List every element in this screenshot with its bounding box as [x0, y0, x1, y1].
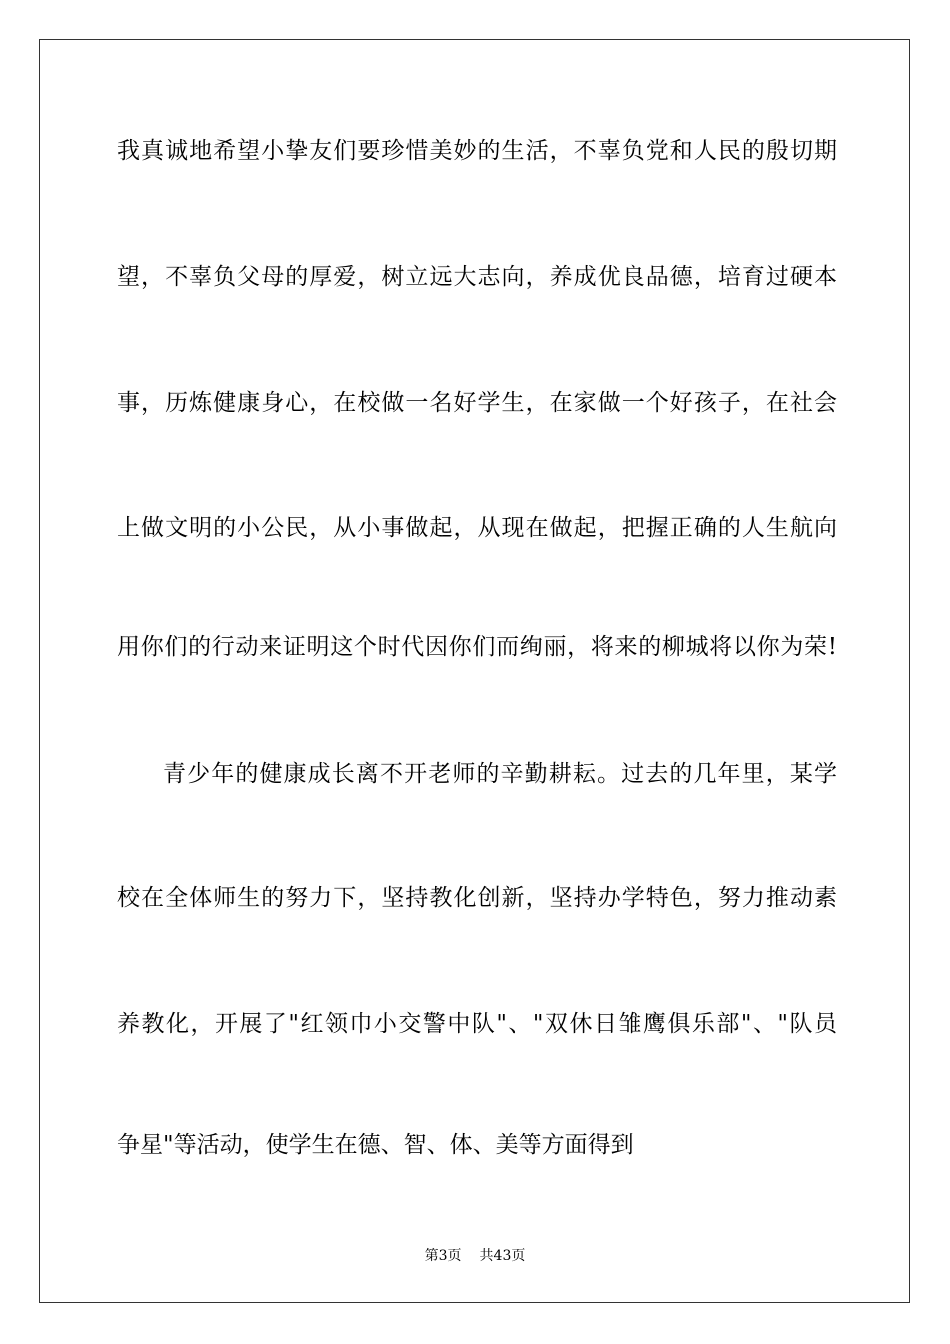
- text-line-4: 上做文明的小公民，从小事做起，从现在做起，把握正确的人生航向: [117, 515, 837, 541]
- text-line-1: 我真诚地希望小挚友们要珍惜美妙的生活，不辜负党和人民的殷切期: [117, 138, 837, 164]
- page-total: 共43页: [479, 1248, 526, 1264]
- text-line-3: 事，历炼健康身心，在校做一名好学生，在家做一个好孩子，在社会: [117, 390, 837, 416]
- text-line-5: 用你们的行动来证明这个时代因你们而绚丽，将来的柳城将以你为荣!: [117, 634, 837, 660]
- text-line-9: 争星"等活动，使学生在德、智、体、美等方面得到: [117, 1132, 634, 1158]
- page-frame: [39, 39, 910, 1303]
- paragraph-2-first-line: 青少年的健康成长离不开老师的辛勤耕耘。过去的几年里，某学: [163, 761, 837, 787]
- text-line-7: 校在全体师生的努力下，坚持教化创新，坚持办学特色，努力推动素: [117, 885, 837, 911]
- text-line-2: 望，不辜负父母的厚爱，树立远大志向，养成优良品德，培育过硬本: [117, 264, 837, 290]
- page-footer: [0, 1245, 950, 1265]
- page-number: 第3页: [424, 1248, 462, 1264]
- text-line-8: 养教化，开展了"红领巾小交警中队"、"双休日雏鹰俱乐部"、"队员: [117, 1011, 837, 1037]
